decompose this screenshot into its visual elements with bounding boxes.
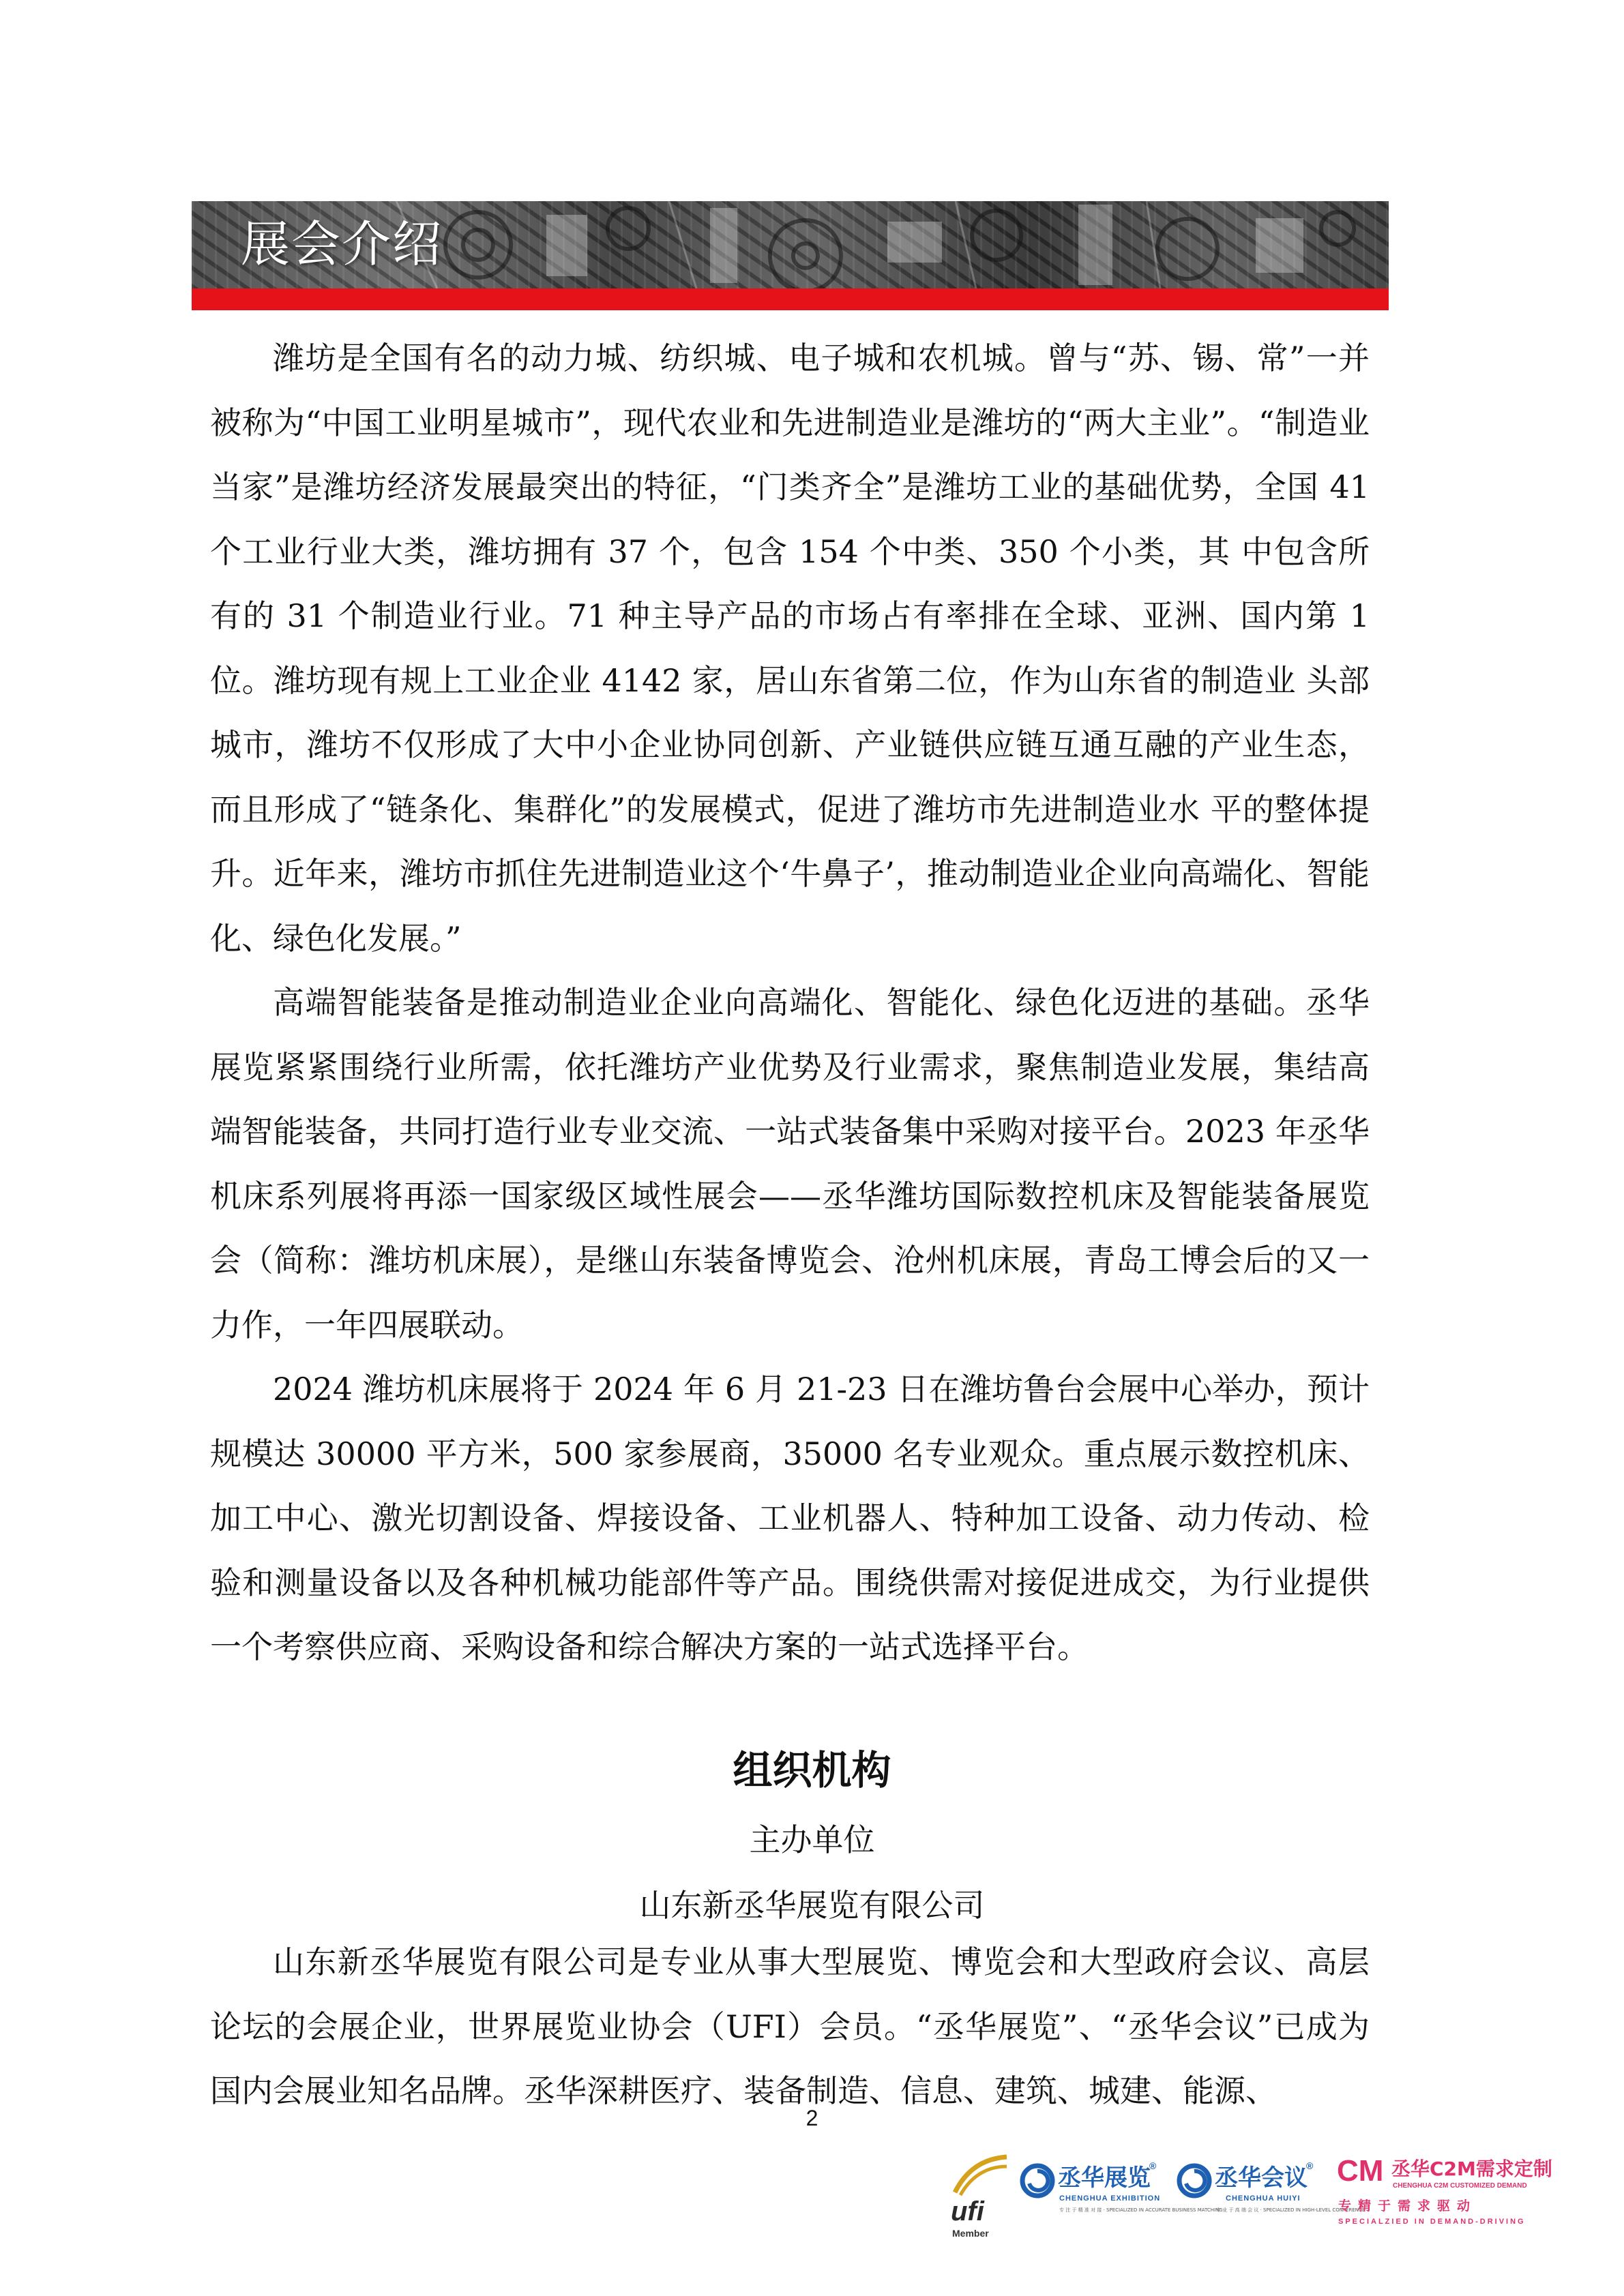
section-title: 展会介绍 [241, 215, 443, 273]
ufi-swoosh-icon [948, 2151, 1009, 2199]
meeting-reg: ® [1306, 2160, 1314, 2171]
c2m-cn: 丞华C2M需求定制 [1391, 2158, 1552, 2180]
host-label: 主办单位 [749, 1821, 875, 1858]
intro-paragraph-3: 2024 潍坊机床展将于 2024 年 6 月 21-23 日在潍坊鲁台会展中心举办，预计规模达 30000 平方米，500 家参展商，35000 名专业观众。重点展示数控机床、加工中心、激光切割设备、焊接设备、工业机器人、特种加工设备、动力传动、检验和测量设备以及各种机械功能部件等产品。围绕供需对接促进成交，为行业提供一个考察供应商、采购设备和综合解决方案的一站式选择平台。 [210, 1371, 1370, 1665]
footer-logos [948, 2148, 1603, 2243]
meeting-cn: 丞华会议 [1215, 2164, 1308, 2192]
swirl-icon [1020, 2163, 1055, 2198]
page-number: 2 [806, 2106, 818, 2130]
organization-description: 山东新丞华展览有限公司是专业从事大型展览、博览会和大型政府会议、高层论坛的会展企业，世界展览业协会（UFI）会员。“丞华展览”、“丞华会议”已成为国内会展业知名品牌。丞华深耕医疗、装备制造、信息、建筑、城建、能源、 [210, 1943, 1370, 2109]
intro-paragraph-1: 潍坊是全国有名的动力城、纺织城、电子城和农机城。曾与“苏、锡、常”一并被称为“中国工业明星城市”，现代农业和先进制造业是潍坊的“两大主业”。“制造业当家”是潍坊经济发展最突出的特征，“门类齐全”是潍坊工业的基础优势，全国 41 个工业行业大类，潍坊拥有 37 个，包含 154 个中类、350 个小类，其 中包含所有的 31 个制造业行业。71 种主导产品的市场占有率排在全球、亚洲、国内第 1 位。潍坊现有规上工业企业 4142 家，居山东省第二位，作为山东省的制造业 头部城市，潍坊不仅形成了大中小企业协同创新、产业链供应链互通互融的产业生态，而且形成了“链条化、集群化”的发展模式，促进了潍坊市先进制造业水 平的整体提升。近年来，潍坊市抓住先进制造业这个‘牛鼻子’，推动制造业企业向高端化、智能化、绿色化发展。” [210, 340, 1370, 957]
organization-text [210, 1930, 1370, 2123]
chenghua-c2m-logo [1337, 2153, 1603, 2239]
exhibition-en: CHENGHUA EXHIBITION [1059, 2194, 1161, 2203]
c2m-en: CHENGHUA C2M CUSTOMIZED DEMAND [1393, 2182, 1527, 2190]
host-name: 山东新丞华展览有限公司 [639, 1887, 985, 1924]
banner-accent-bar [192, 288, 1389, 310]
section-banner [192, 201, 1389, 288]
ufi-member-logo [948, 2151, 1009, 2240]
exhibition-reg: ® [1149, 2160, 1157, 2171]
c2m-mark: CM [1337, 2154, 1384, 2188]
meeting-en: CHENGHUA HUIYI [1226, 2194, 1301, 2203]
ufi-text: ufi [951, 2196, 984, 2226]
chenghua-exhibition-logo [1020, 2155, 1223, 2237]
exhibition-tagline: 专 注 于 精 准 对 接 · SPECIALIZED IN ACCURATE BUSINESS MATCHING [1059, 2207, 1223, 2213]
c2m-slogan: 专精于需求驱动 [1338, 2198, 1477, 2213]
swirl-icon [1177, 2163, 1212, 2198]
intro-paragraph-2: 高端智能装备是推动制造业企业向高端化、智能化、绿色化迈进的基础。丞华展览紧紧围绕行业所需，依托潍坊产业优势及行业需求，聚焦制造业发展，集结高端智能装备，共同打造行业专业交流、一站式装备集中采购对接平台。2023 年丞华机床系列展将再添一国家级区域性展会——丞华潍坊国际数控机床及智能装备展览会（简称：潍坊机床展），是继山东装备博览会、沧州机床展，青岛工博会后的又一力作，一年四展联动。 [210, 984, 1370, 1343]
exhibition-cn: 丞华展览 [1058, 2164, 1151, 2192]
ufi-member-label: Member [952, 2228, 989, 2239]
meeting-tagline: 专 业 于 高 端 会 议 · SPECIALIZED IN HIGH-LEVEL CONFERENCE [1216, 2207, 1365, 2213]
organization-heading: 组织机构 [733, 1747, 891, 1793]
intro-text [210, 326, 1370, 1680]
c2m-slogan-en: SPECIALZIED IN DEMAND-DRIVING [1338, 2218, 1526, 2226]
